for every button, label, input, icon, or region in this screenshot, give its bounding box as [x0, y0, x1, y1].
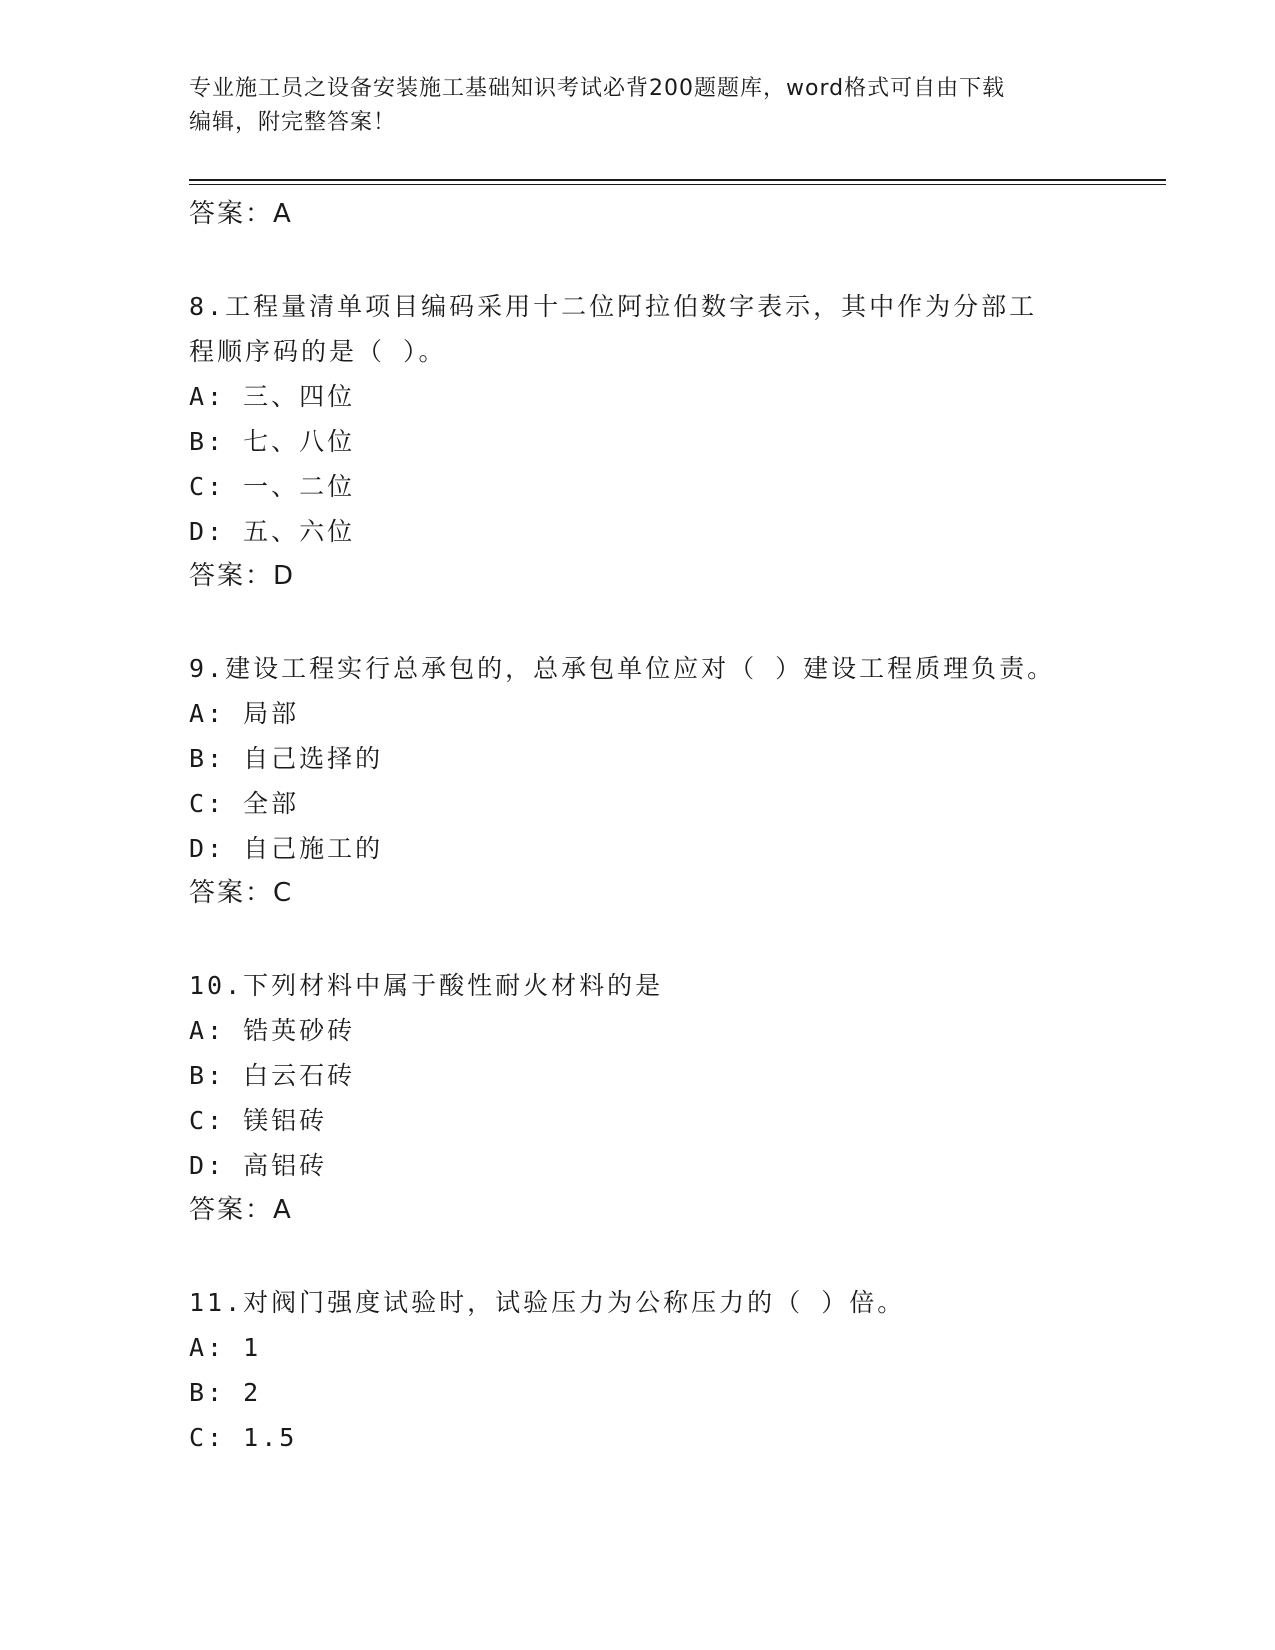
option-b: B: 白云石砖 [189, 1061, 356, 1090]
question-9 [189, 646, 1089, 916]
answer: 答案：D [189, 561, 296, 591]
header-divider-thick [189, 179, 1166, 181]
option-c: C: 镁铝砖 [189, 1106, 328, 1135]
option-d: D: 五、六位 [189, 517, 356, 546]
option-d: D: 高铝砖 [189, 1151, 328, 1180]
option-c: C: 1.5 [189, 1423, 298, 1452]
header-line-2: 编辑，附完整答案！ [189, 110, 397, 135]
document-header [189, 72, 1089, 140]
option-a: A: 锆英砂砖 [189, 1016, 356, 1045]
option-c: C: 全部 [189, 789, 300, 818]
question-stem-line: 8.工程量清单项目编码采用十二位阿拉伯数字表示，其中作为分部工 [189, 292, 1038, 321]
header-divider-thin [189, 184, 1166, 185]
option-a: A: 1 [189, 1333, 262, 1362]
option-b: B: 2 [189, 1378, 262, 1407]
question-stem-line: 10.下列材料中属于酸性耐火材料的是 [189, 971, 664, 1000]
option-d: D: 自己施工的 [189, 834, 384, 863]
question-stem-line: 11.对阀门强度试验时，试验压力为公称压力的（ ）倍。 [189, 1288, 906, 1317]
previous-answer: 答案：A [189, 199, 293, 229]
question-stem-line: 程顺序码的是（ ）。 [189, 337, 447, 366]
question-list [189, 192, 1089, 1460]
answer: 答案：C [189, 878, 294, 908]
option-b: B: 自己选择的 [189, 744, 384, 773]
question-stem-line: 9.建设工程实行总承包的，总承包单位应对（ ）建设工程质理负责。 [189, 654, 1056, 683]
header-line-1: 专业施工员之设备安装施工基础知识考试必背200题题库，word格式可自由下载 [189, 76, 1006, 101]
question-11 [189, 1280, 1089, 1460]
option-a: A: 局部 [189, 699, 300, 728]
option-c: C: 一、二位 [189, 472, 356, 501]
question-8 [189, 284, 1089, 599]
option-b: B: 七、八位 [189, 427, 356, 456]
option-a: A: 三、四位 [189, 382, 356, 411]
answer: 答案：A [189, 1195, 293, 1225]
question-10 [189, 963, 1089, 1233]
